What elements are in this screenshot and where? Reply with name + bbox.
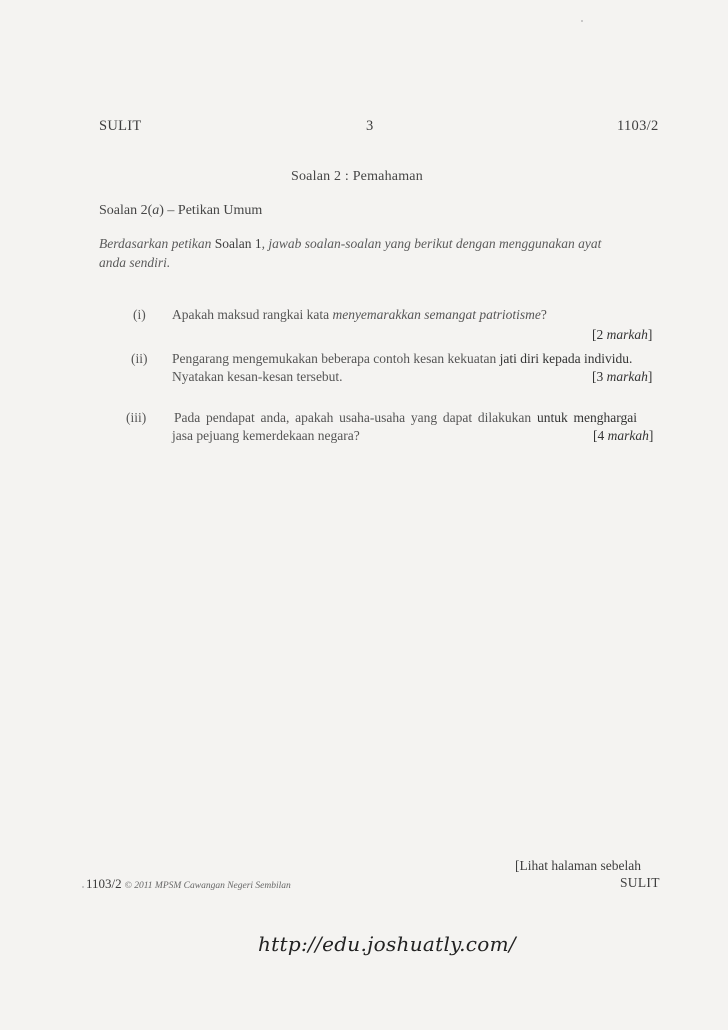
question-marks: [593, 428, 653, 444]
question-number: (i): [133, 307, 146, 322]
footer-classification: SULIT: [620, 875, 660, 890]
question-text-plain: ?: [540, 307, 547, 322]
source-url: http://edu.joshuatly.com/: [258, 932, 516, 956]
footer-copyright: © 2011 MPSM Cawangan Negeri Sembilan: [124, 881, 291, 891]
question-text-line-2: jasa pejuang kemerdekaan negara?: [172, 428, 360, 443]
scan-speck: [581, 20, 583, 22]
next-page-note: [Lihat halaman sebelah: [515, 858, 641, 873]
question-number: (ii): [131, 351, 148, 366]
instruction-line-1: [99, 236, 601, 252]
marks-count: [3: [592, 369, 607, 384]
question-text-italic: menyemarakkan semangat patriotisme: [332, 307, 541, 322]
question-text-dark: jati diri kepada individu.: [499, 351, 633, 366]
page-number: 3: [366, 118, 374, 134]
instruction-line-2: anda sendiri.: [99, 255, 171, 270]
instruction-source: Soalan 1: [214, 236, 262, 251]
question-text-dark: untuk menghargai: [536, 410, 637, 425]
question-text: [172, 307, 547, 323]
question-number: (iii): [126, 410, 147, 425]
question-text-plain: Apakah maksud rangkai kata: [172, 307, 333, 322]
part-title-prefix: Soalan 2(: [99, 203, 153, 218]
part-title: [99, 203, 262, 219]
instruction-text: , jawab soalan-soalan yang berikut dengan menggunakan ayat: [261, 236, 602, 251]
paper-code: 1103/2: [617, 118, 659, 134]
marks-count: [2: [592, 327, 607, 342]
footer-paper-code: 1103/2: [86, 876, 122, 891]
marks-count: [4: [593, 428, 608, 443]
question-text-plain: Pengarang mengemukakan beberapa contoh kesan kekuatan: [172, 351, 500, 366]
question-marks: [592, 369, 652, 385]
scan-speck: [82, 886, 84, 888]
marks-word: markah: [607, 428, 649, 443]
section-title: Soalan 2 : Pemahaman: [291, 169, 423, 184]
part-title-italic: a: [152, 203, 160, 218]
question-marks: [592, 327, 652, 343]
marks-close: ]: [647, 327, 653, 342]
marks-word: markah: [606, 327, 648, 342]
question-text: [174, 410, 637, 426]
marks-word: markah: [606, 369, 648, 384]
marks-close: ]: [647, 369, 653, 384]
marks-close: ]: [648, 428, 654, 443]
question-text: [172, 351, 632, 367]
header-classification: SULIT: [99, 118, 142, 134]
instruction-text: Berdasarkan petikan: [99, 236, 215, 251]
part-title-suffix: ) – Petikan Umum: [159, 203, 263, 218]
question-text-plain: Pada pendapat anda, apakah usaha-usaha yang dapat dilakukan: [174, 410, 537, 425]
footer-code: [86, 876, 291, 892]
question-text-line-2: Nyatakan kesan-kesan tersebut.: [172, 369, 343, 384]
